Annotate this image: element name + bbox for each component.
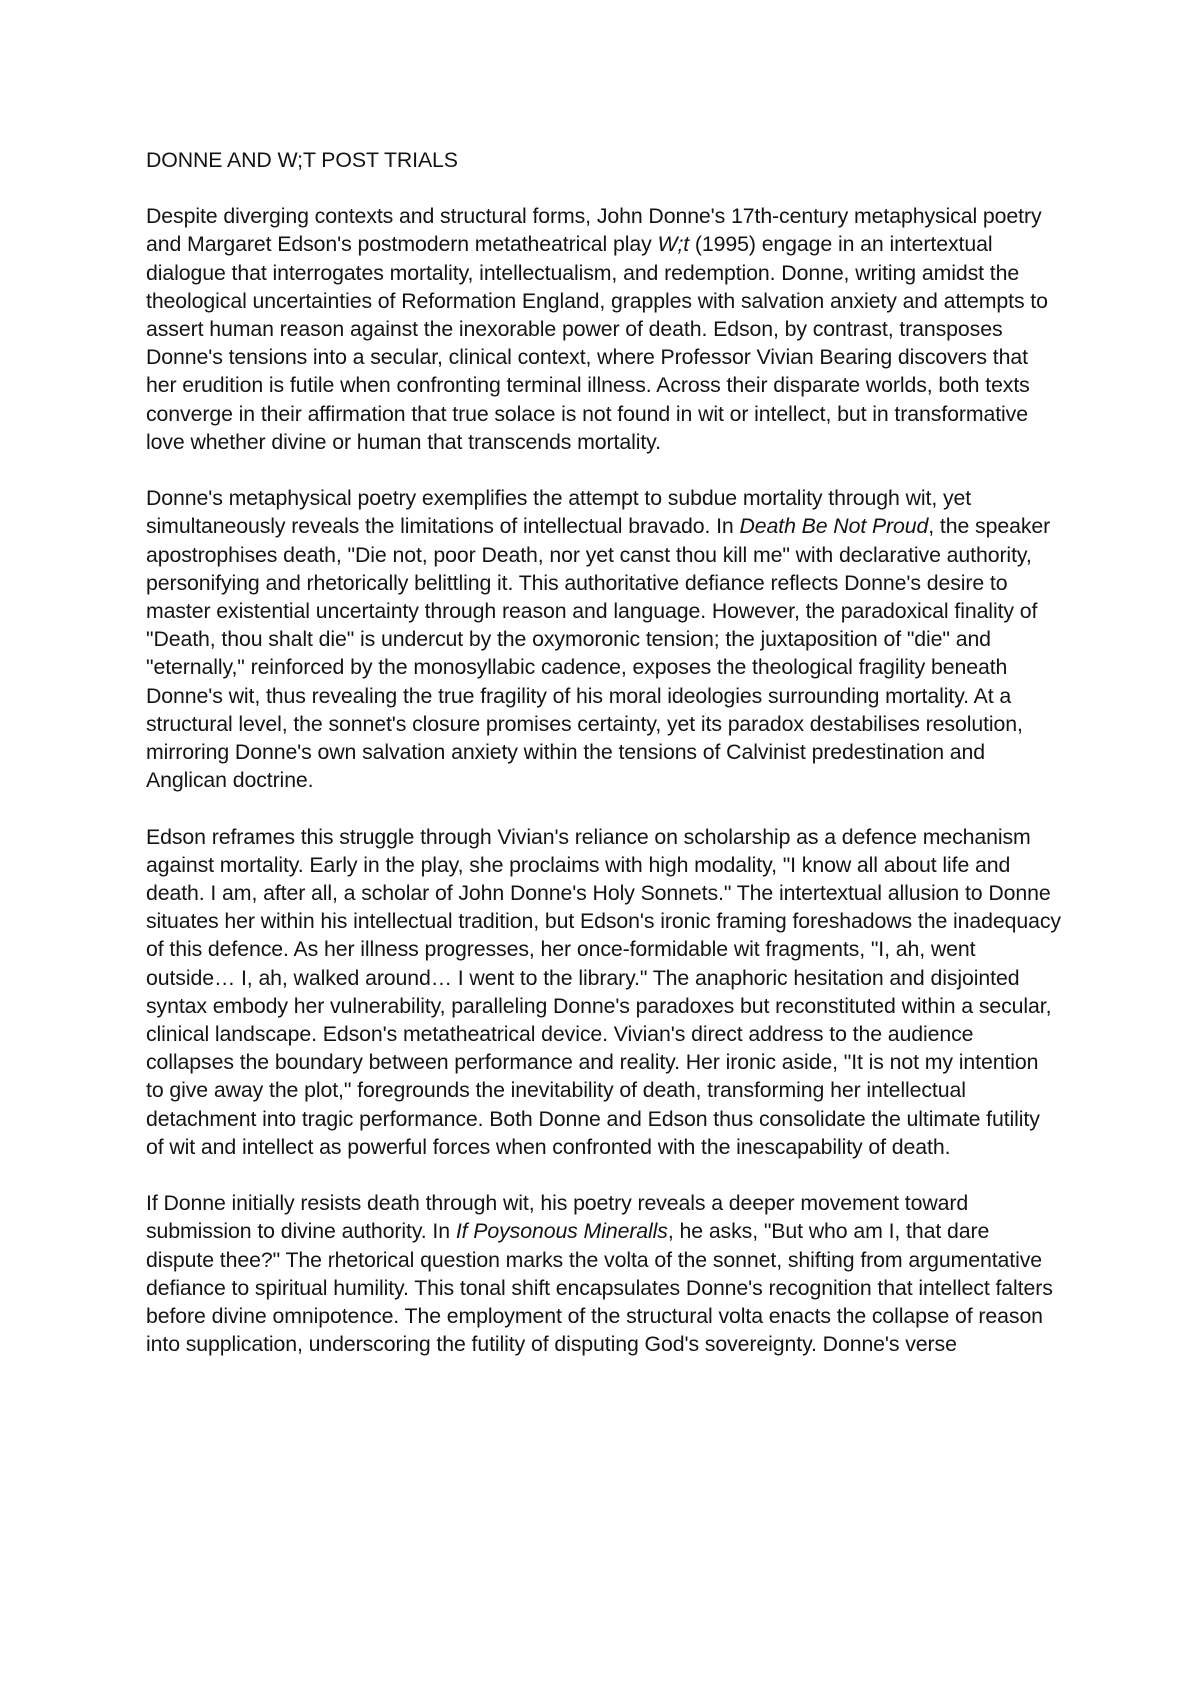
paragraph-text: , the speaker apostrophises death, "Die not, poor Death, nor yet canst thou kill me" with declarative authority, personifying and rhetorically belittling it. This authoritative defiance reflects Donne's desire to master existential uncertainty through reason and language. However, the paradoxical finality of "Death, thou shalt die" is undercut by the oxymoronic tension; the juxtaposition of "die" and "eternally," reinforced by the monosyllabic cadence, exposes the theological fragility beneath Donne's wit, thus revealing the true fragility of his moral ideologies surrounding mortality. At a structural level, the sonnet's closure promises certainty, yet its paradox destabilises resolution, mirroring Donne's own salvation anxiety within the tensions of Calvinist predestination and Anglican doctrine. — [146, 514, 1051, 793]
italic-title-death-be-not-proud: Death Be Not Proud — [739, 514, 929, 539]
paragraph-text: Despite diverging contexts and structural forms, John Donne's 17th-century metaphysical poetry and Margaret Edson's postmodern metatheatrical play — [146, 204, 1042, 257]
paragraph-text: Edson reframes this struggle through Vivian's reliance on scholarship as a defence mechanism against mortality. Early in the play, she proclaims with high modality, "I know all about life and death. I am, after all, a scholar of John Donne's Holy Sonnets." The intertextual allusion to Donne situates her within his intellectual tradition, but Edson's ironic framing foreshadows the inadequacy of this defence. As her illness progresses, her once-formidable wit fragments, "I, ah, went outside… I, ah, walked around… I went to the library." The anaphoric hesitation and disjointed syntax embody her vulnerability, paralleling Donne's paradoxes but reconstituted within a secular, clinical landscape. Edson's metatheatrical device. Vivian's direct address to the audience collapses the boundary between performance and reality. Her ironic aside, "It is not my intention to give away the plot," foregrounds the inevitability of death, transforming her intellectual detachment into tragic performance. Both Donne and Edson thus consolidate the ultimate futility of wit and intellect as powerful forces when confronted with the inescapability of death. — [146, 824, 1061, 1159]
italic-title-if-poysonous-mineralls: If Poysonous Mineralls — [455, 1219, 668, 1244]
paragraph-1 — [146, 202, 1061, 456]
paragraph-4 — [146, 1189, 1061, 1358]
paragraph-text: If Donne initially resists death through wit, his poetry reveals a deeper movement toward submission to divine authority. In — [146, 1191, 969, 1244]
paragraph-text: (1995) engage in an intertextual dialogue that interrogates mortality, intellectualism, and redemption. Donne, writing amidst the theological uncertainties of Reformation England, grapples with salvation anxiety and attempts to assert human reason against the inexorable power of death. Edson, by contrast, transposes Donne's tensions into a secular, clinical context, where Professor Vivian Bearing discovers that her erudition is futile when confronting terminal illness. Across their disparate worlds, both texts converge in their affirmation that true solace is not found in wit or intellect, but in transformative love whether divine or human that transcends mortality. — [146, 232, 1048, 454]
italic-title-wit: W;t — [657, 232, 690, 257]
paragraph-2 — [146, 484, 1061, 794]
document-title: DONNE AND W;T POST TRIALS — [146, 148, 458, 172]
paragraph-text: Donne's metaphysical poetry exemplifies the attempt to subdue mortality through wit, yet simultaneously reveals the limitations of intellectual bravado. In — [146, 486, 972, 539]
paragraph-3 — [146, 823, 1061, 1161]
paragraph-text: , he asks, "But who am I, that dare dispute thee?" The rhetorical question marks the volta of the sonnet, shifting from argumentative defiance to spiritual humility. This tonal shift encapsulates Donne's recognition that intellect falters before divine omnipotence. The employment of the structural volta enacts the collapse of reason into supplication, underscoring the futility of disputing God's sovereignty. Donne's verse — [146, 1219, 1053, 1357]
document-body — [146, 146, 1061, 1358]
